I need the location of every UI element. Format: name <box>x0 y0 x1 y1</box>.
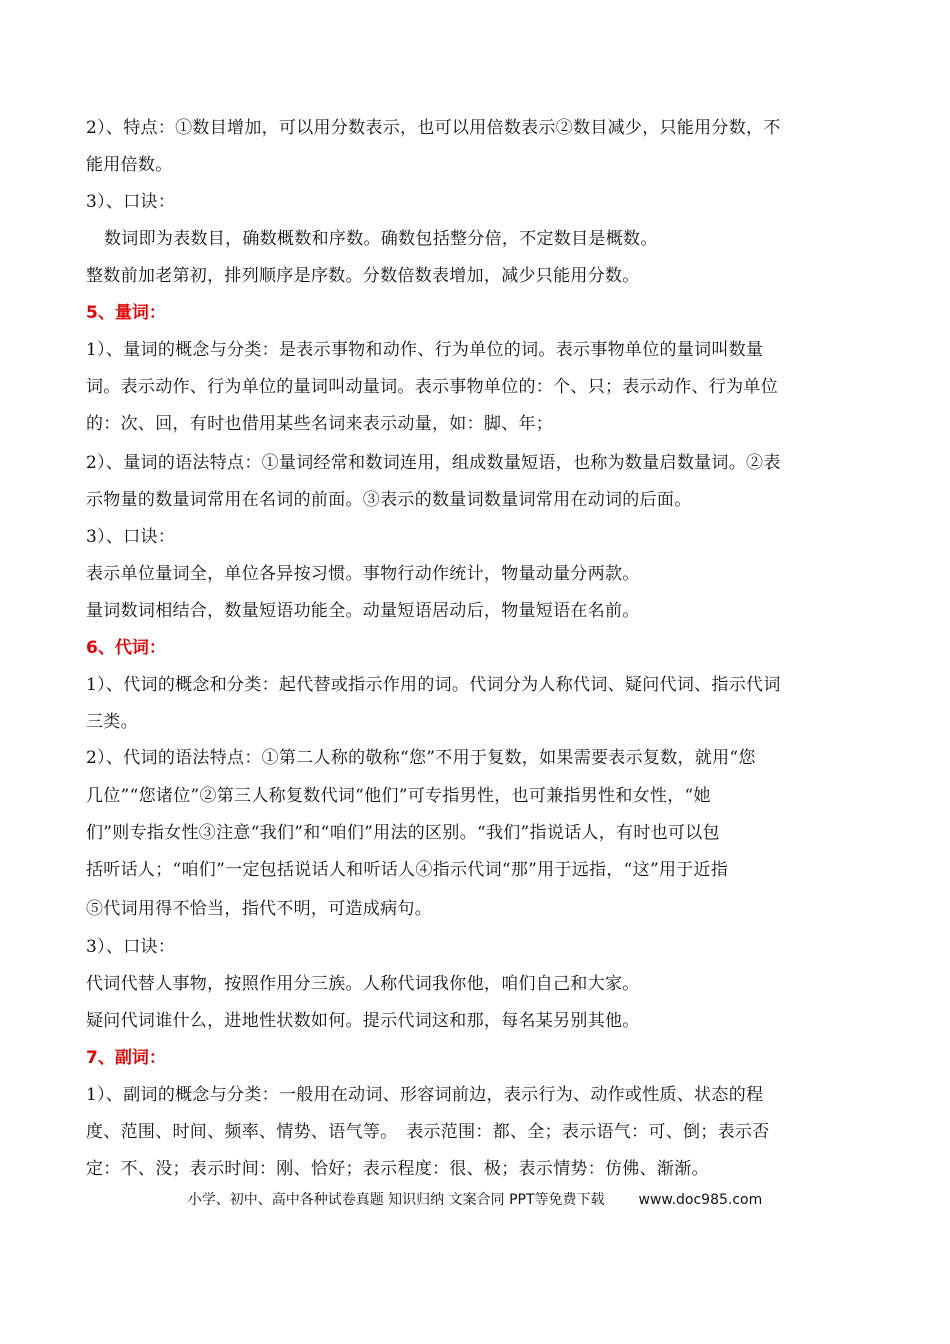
footer-url-link[interactable]: www.doc985.com <box>638 1192 763 1208</box>
paragraph-line: 三类。 <box>86 712 138 732</box>
paragraph-line: 1）、代词的概念和分类：起代替或指示作用的词。代词分为人称代词、疑问代词、指示代词 <box>86 675 781 695</box>
section-heading: 7、副词： <box>86 1048 166 1068</box>
paragraph-line: ⑤代词用得不恰当，指代不明，可造成病句。 <box>86 899 432 919</box>
paragraph-line: 词。表示动作、行为单位的量词叫动量词。表示事物单位的：个、只；表示动作、行为单位 <box>86 377 778 397</box>
paragraph-line: 们”则专指女性③注意“我们”和“咱们”用法的区别。“我们”指说话人，有时也可以包 <box>86 823 720 843</box>
paragraph-line: 几位”“您诸位”②第三人称复数代词“他们”可专指男性，也可兼指男性和女性，“她 <box>86 786 711 806</box>
paragraph-line: 2）、量词的语法特点：①量词经常和数词连用，组成数量短语，也称为数量启数量词。②表 <box>86 453 781 473</box>
paragraph-line: 1）、副词的概念与分类：一般用在动词、形容词前边，表示行为、动作或性质、状态的程 <box>86 1085 764 1105</box>
paragraph-line: 3）、口诀： <box>86 192 176 212</box>
section-heading: 6、代词： <box>86 638 166 658</box>
paragraph-line: 2）、代词的语法特点：①第二人称的敬称“您”不用于复数，如果需要表示复数，就用“您 <box>86 748 756 768</box>
section-heading: 5、量词： <box>86 303 166 323</box>
footer-text: 小学、初中、高中各种试卷真题 知识归纳 文案合同 PPT等免费下载 <box>187 1192 605 1208</box>
paragraph-line: 示物量的数量词常用在名词的前面。③表示的数量词数量词常用在动词的后面。 <box>86 490 692 510</box>
paragraph-line: 3）、口诀： <box>86 937 176 957</box>
paragraph-line: 3）、口诀： <box>86 527 176 547</box>
paragraph-line: 的：次、回，有时也借用某些名词来表示动量，如：脚、年； <box>86 414 554 434</box>
rhyme-line: 数词即为表数目，确数概数和序数。确数包括整分倍，不定数目是概数。 <box>104 229 658 249</box>
rhyme-line: 疑问代词谁什么，进地性状数如何。提示代词这和那，每名某另别其他。 <box>86 1011 640 1031</box>
paragraph-line: 能用倍数。 <box>86 155 173 175</box>
rhyme-line: 量词数词相结合，数量短语功能全。动量短语居动后，物量短语在名前。 <box>86 601 640 621</box>
rhyme-line: 表示单位量词全，单位各异按习惯。事物行动作统计，物量动量分两款。 <box>86 564 640 584</box>
paragraph-line: 1）、量词的概念与分类：是表示事物和动作、行为单位的词。表示事物单位的量词叫数量 <box>86 340 764 360</box>
paragraph-line: 定：不、没；表示时间：刚、恰好；表示程度：很、极；表示情势：仿佛、渐渐。 <box>86 1159 709 1179</box>
rhyme-line: 整数前加老第初，排列顺序是序数。分数倍数表增加，减少只能用分数。 <box>86 266 640 286</box>
paragraph-line: 2）、特点：①数目增加，可以用分数表示，也可以用倍数表示②数目减少，只能用分数，不 <box>86 118 781 138</box>
page-footer <box>0 1190 950 1210</box>
paragraph-line: 括听话人；“咱们”一定包括说话人和听话人④指示代词“那”用于远指，“这”用于近指 <box>86 860 729 880</box>
paragraph-line: 度、范围、时间、频率、情势、语气等。 表示范围：都、全；表示语气：可、倒；表示否 <box>86 1122 770 1142</box>
rhyme-line: 代词代替人事物，按照作用分三族。人称代词我你他，咱们自己和大家。 <box>86 974 640 994</box>
